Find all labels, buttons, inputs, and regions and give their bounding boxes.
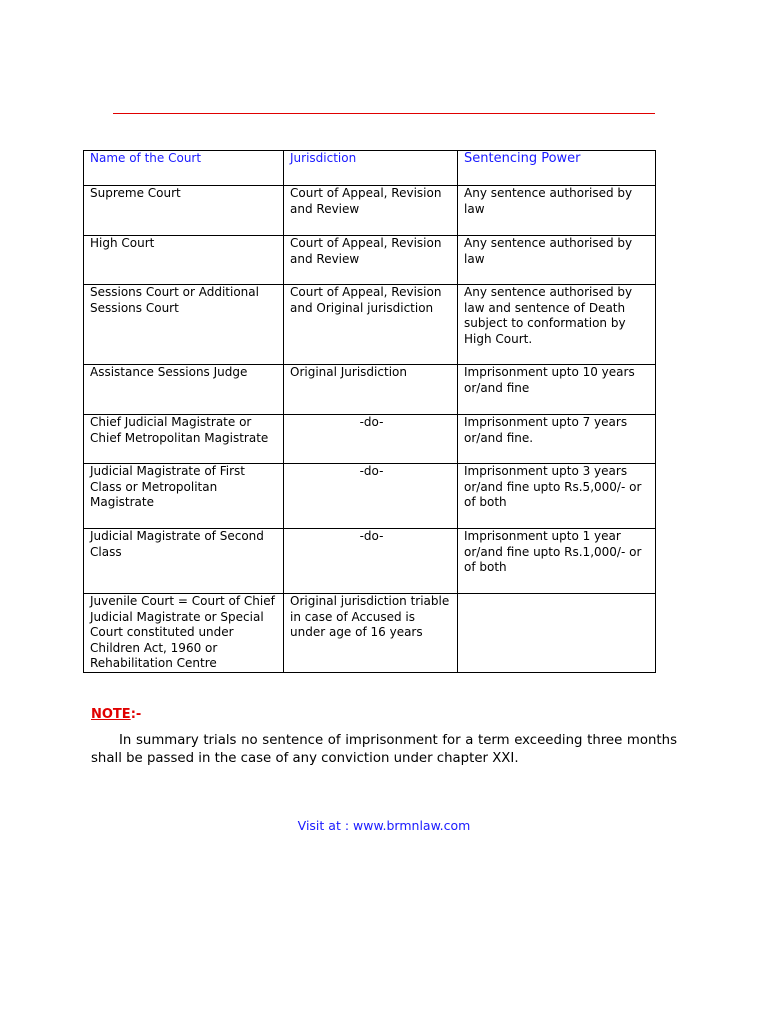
cell-jurisdiction: Court of Appeal, Revision and Original jurisdiction: [284, 285, 458, 365]
cell-court: Supreme Court: [84, 186, 284, 236]
table-row: [84, 415, 656, 464]
note-heading: [91, 707, 141, 722]
table-row: [84, 365, 656, 415]
cell-jurisdiction: -do-: [284, 529, 458, 594]
cell-sentencing: Imprisonment upto 10 years or/and fine: [458, 365, 656, 415]
table-row: [84, 285, 656, 365]
header-jurisdiction: Jurisdiction: [284, 151, 458, 186]
cell-court: Judicial Magistrate of Second Class: [84, 529, 284, 594]
table-row: [84, 594, 656, 673]
note-text: In summary trials no sentence of imprisonment for a term exceeding three months shall be passed in the case of any conviction under chapter XXI.: [91, 733, 677, 766]
cell-jurisdiction: -do-: [284, 415, 458, 464]
cell-sentencing: Any sentence authorised by law: [458, 186, 656, 236]
cell-sentencing: Any sentence authorised by law: [458, 236, 656, 285]
table-header-row: [84, 151, 656, 186]
cell-court: Juvenile Court = Court of Chief Judicial Magistrate or Special Court constituted under Children Act, 1960 or Rehabilitation Centre: [84, 594, 284, 673]
cell-sentencing: [458, 594, 656, 673]
cell-court: Assistance Sessions Judge: [84, 365, 284, 415]
cell-court: High Court: [84, 236, 284, 285]
table-row: [84, 236, 656, 285]
cell-jurisdiction: Court of Appeal, Revision and Review: [284, 236, 458, 285]
table-row: [84, 186, 656, 236]
table-row: [84, 529, 656, 594]
note-label: NOTE: [91, 707, 131, 722]
cell-court: Sessions Court or Additional Sessions Court: [84, 285, 284, 365]
cell-court: Judicial Magistrate of First Class or Metropolitan Magistrate: [84, 464, 284, 529]
header-sentencing-power: Sentencing Power: [458, 151, 656, 186]
note-label-suffix: :-: [130, 707, 142, 722]
court-jurisdiction-table: [83, 150, 656, 673]
header-rule: [113, 113, 655, 114]
header-court-name: Name of the Court: [84, 151, 284, 186]
cell-jurisdiction: -do-: [284, 464, 458, 529]
cell-sentencing: Imprisonment upto 3 years or/and fine upto Rs.5,000/- or of both: [458, 464, 656, 529]
cell-jurisdiction: Court of Appeal, Revision and Review: [284, 186, 458, 236]
visit-website-link[interactable]: Visit at : www.brmnlaw.com: [297, 818, 471, 833]
cell-sentencing: Imprisonment upto 1 year or/and fine upto Rs.1,000/- or of both: [458, 529, 656, 594]
cell-sentencing: Any sentence authorised by law and sentence of Death subject to conformation by High Court.: [458, 285, 656, 365]
cell-jurisdiction: Original Jurisdiction: [284, 365, 458, 415]
cell-jurisdiction: Original jurisdiction triable in case of Accused is under age of 16 years: [284, 594, 458, 673]
cell-court: Chief Judicial Magistrate or Chief Metropolitan Magistrate: [84, 415, 284, 464]
table-row: [84, 464, 656, 529]
cell-sentencing: Imprisonment upto 7 years or/and fine.: [458, 415, 656, 464]
